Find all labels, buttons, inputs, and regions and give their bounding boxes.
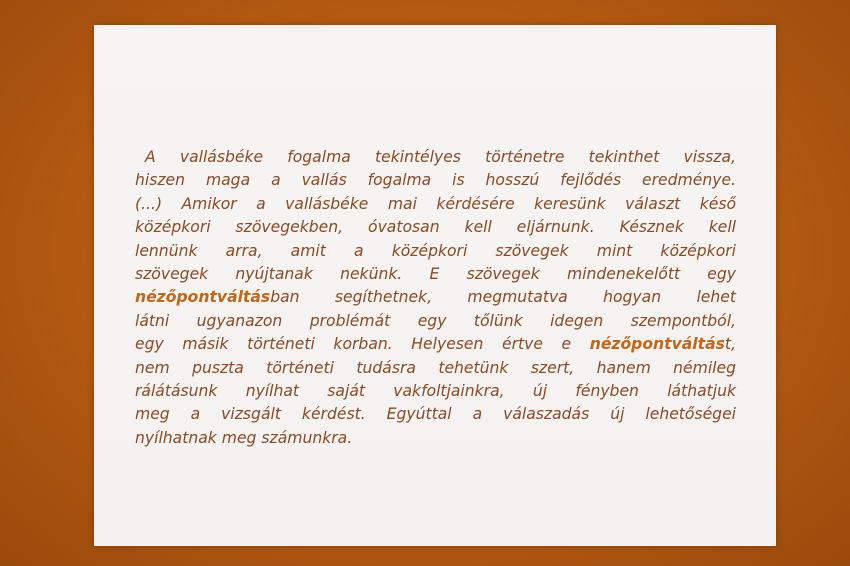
text-line: A vallásbéke fogalma tekintélyes történetre tekinthet vissza, (145, 148, 736, 166)
text-line: látni ugyanazon problémát egy tőlünk idegen szempontból, (135, 311, 736, 330)
projected-slide (94, 25, 776, 546)
text-line: középkori szövegekben, óvatosan kell eljárnunk. Késznek kell (135, 218, 736, 237)
text-line: nem puszta történeti tudásra tehetünk szert, hanem némileg (135, 358, 736, 377)
emphasized-term: nézőpontváltás (589, 335, 725, 354)
text-fragment: ban segíthetnek, megmutatva hogyan lehet (270, 288, 736, 307)
text-line: nyílhatnak meg számunkra. (135, 428, 353, 447)
text-fragment: egy másik történeti korban. Helyesen értve e (135, 335, 590, 354)
text-line: lennünk arra, amit a középkori szövegek mint középkori (135, 241, 736, 260)
text-line: szövegek nyújtanak nekünk. E szövegek mindenekelőtt egy (135, 265, 736, 284)
emphasized-term: nézőpontváltás (135, 288, 271, 307)
text-line: (...) Amikor a vallásbéke mai kérdésére keresünk választ késő (135, 194, 736, 213)
text-line: hiszen maga a vallás fogalma is hosszú fejlődés eredménye. (135, 171, 736, 190)
text-line (135, 286, 736, 309)
text-fragment: t, (724, 335, 736, 354)
text-line: rálátásunk nyílhat saját vakfoltjainkra, új fényben láthatjuk (135, 382, 736, 401)
text-line (135, 333, 736, 356)
slide-quote-text (135, 146, 736, 450)
text-line: meg a vizsgált kérdést. Egyúttal a válaszadás új lehetőségei (135, 405, 736, 424)
